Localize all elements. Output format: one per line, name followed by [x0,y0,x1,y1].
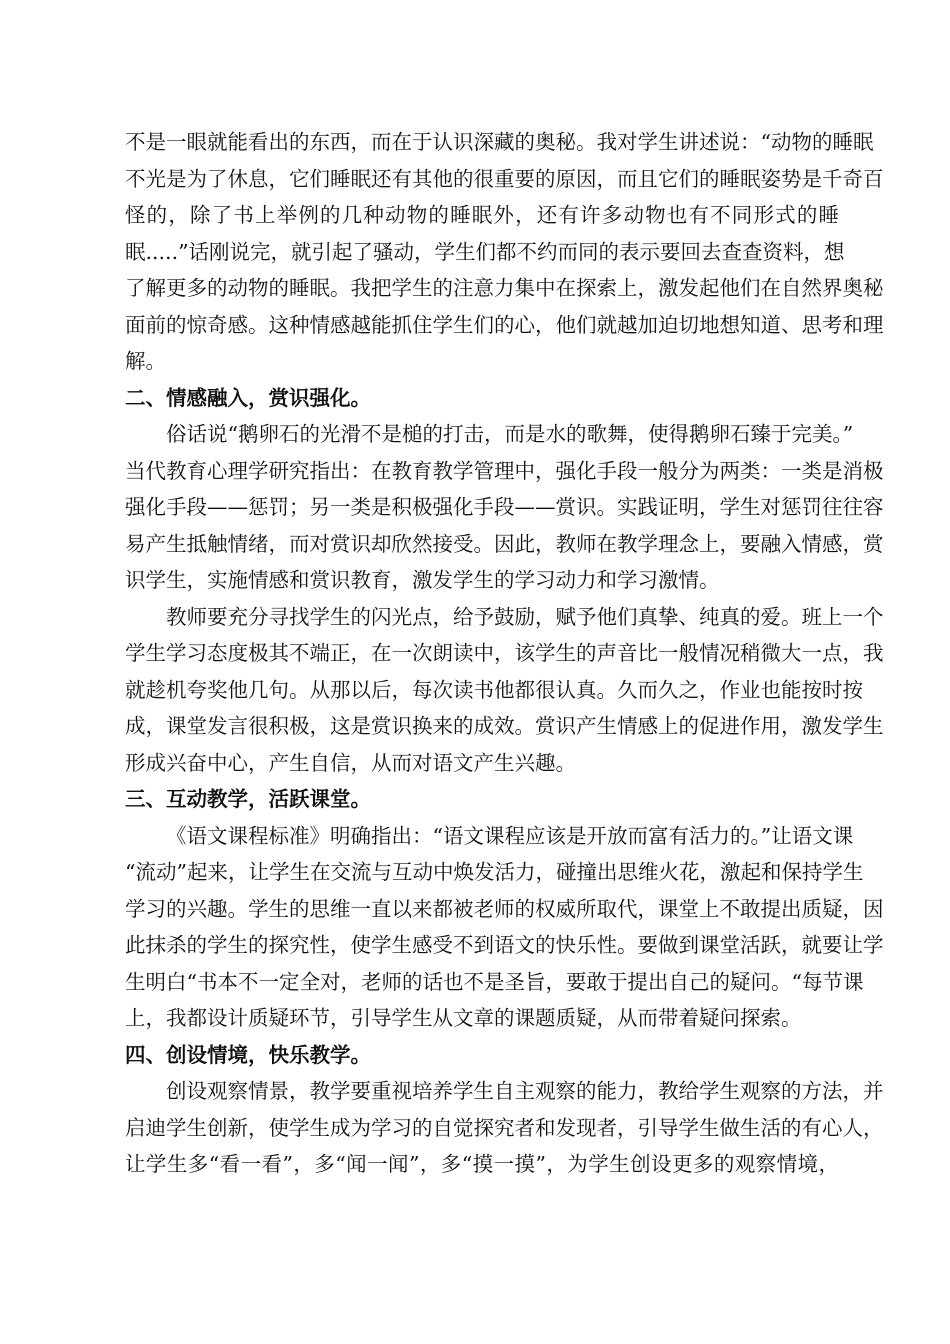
text-line: 学习的兴趣。学生的思维一直以来都被老师的权威所取代，课堂上不敢提出质疑，因 [125,896,884,921]
paragraph [125,416,884,599]
text-line: 易产生抵触情绪，而对赏识却欣然接受。因此，教师在教学理念上，要融入情感，赏 [125,531,884,556]
text-line: 面前的惊奇感。这种情感越能抓住学生们的心，他们就越加迫切地想知道、思考和理 [125,312,884,337]
text-line: 教师要充分寻找学生的闪光点，给予鼓励，赋予他们真挚、纯真的爱。班上一个 [166,604,884,629]
text-line: 《语文课程标准》明确指出：“语文课程应该是开放而富有活力的。”让语文课 [166,823,854,848]
paragraph [125,818,884,1037]
paragraph [125,124,884,380]
text-line: 不是一眼就能看出的东西，而在于认识深藏的奥秘。我对学生讲述说：“动物的睡眠 [125,130,874,154]
section-heading: 四、创设情境，快乐教学。 [125,1042,371,1067]
text-line: 上，我都设计质疑环节，引导学生从文章的课题质疑，从而带着疑问探索。 [125,1006,802,1030]
paragraph [125,1073,884,1183]
section-heading: 二、情感融入，赏识强化。 [125,385,371,410]
text-line: 形成兴奋中心，产生自信，从而对语文产生兴趣。 [125,750,576,775]
text-line: 解。 [125,349,166,373]
text-line: 强化手段——惩罚；另一类是积极强化手段——赏识。实践证明，学生对惩罚往往容 [125,495,884,519]
paragraph [125,599,884,782]
text-line: 成，课堂发言很积极，这是赏识换来的成效。赏识产生情感上的促进作用，激发学生 [125,714,884,738]
text-line: 识学生，实施情感和赏识教育，激发学生的学习动力和学习激情。 [125,568,720,592]
text-line: 启迪学生创新，使学生成为学习的自觉探究者和发现者，引导学生做生活的有心人， [125,1115,884,1140]
text-line: 让学生多“看一看”，多“闻一闻”，多“摸一摸”，为学生创设更多的观察情境， [125,1152,839,1176]
text-line: 了解更多的动物的睡眠。我把学生的注意力集中在探索上，激发起他们在自然界奥秘 [125,276,884,300]
document-page [125,124,884,1183]
text-line: 不光是为了休息，它们睡眠还有其他的很重要的原因，而且它们的睡眠姿势是千奇百 [125,166,884,191]
text-line: 眠.....”话刚说完，就引起了骚动，学生们都不约而同的表示要回去查查资料，想 [125,239,845,264]
text-line: 生明白“书本不一定全对，老师的话也不是圣旨，要敢于提出自己的疑问。“每节课 [125,969,864,994]
text-line: 怪的，除了书上举例的几种动物的睡眠外，还有许多动物也有不同形式的睡 [125,203,839,227]
text-line: 创设观察情景，教学要重视培养学生自主观察的能力，教给学生观察的方法，并 [166,1079,884,1103]
text-line: 俗话说“鹅卵石的光滑不是槌的打击，而是水的歌舞，使得鹅卵石臻于完美。” [166,422,854,446]
text-line: 学生学习态度极其不端正，在一次朗读中，该学生的声音比一般情况稍微大一点，我 [125,641,884,665]
text-line: 当代教育心理学研究指出：在教育教学管理中，强化手段一般分为两类：一类是消极 [125,458,884,483]
text-line: 就趁机夸奖他几句。从那以后，每次读书他都很认真。久而久之，作业也能按时按 [125,677,863,702]
section-heading: 三、互动教学，活跃课堂。 [125,787,371,811]
text-line: “流动”起来，让学生在交流与互动中焕发活力，碰撞出思维火花，激起和保持学生 [125,860,864,884]
text-line: 此抹杀的学生的探究性，使学生感受不到语文的快乐性。要做到课堂活跃，就要让学 [125,933,884,957]
